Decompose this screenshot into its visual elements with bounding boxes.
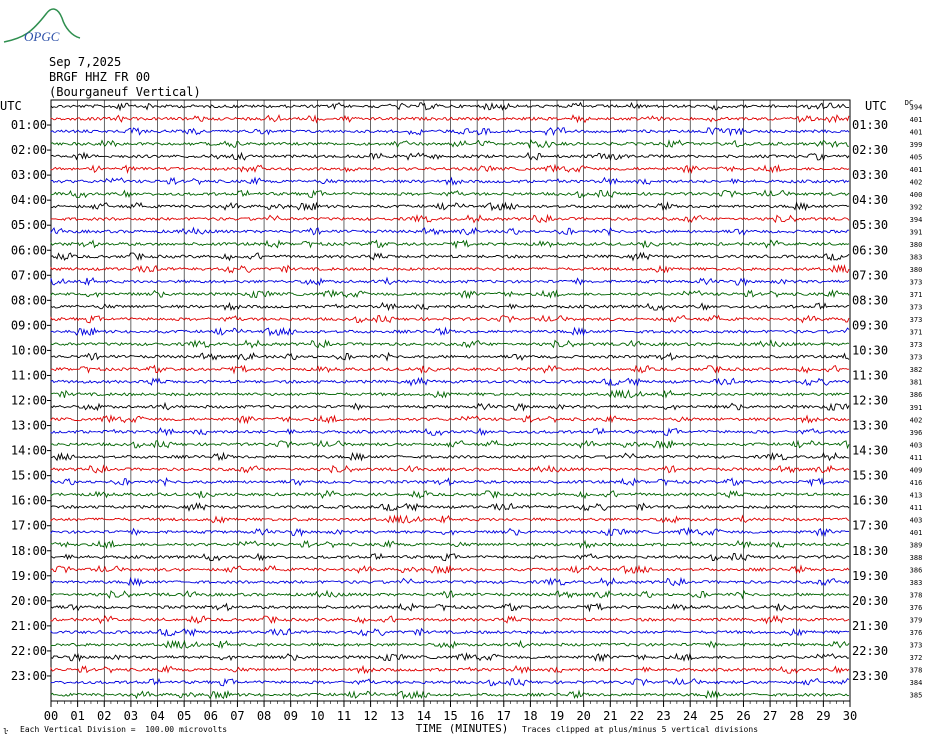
right-time-label: 10:30	[852, 343, 889, 358]
dc-offset-label: 401	[909, 115, 923, 124]
trace-row-28	[51, 453, 849, 460]
left-time-label: 04:00	[10, 193, 47, 208]
right-time-label: 22:30	[852, 643, 889, 658]
left-time-label: 13:00	[10, 418, 47, 433]
x-tick-label: 19	[549, 709, 565, 723]
trace-row-42	[51, 629, 849, 636]
trace-row-27	[51, 441, 849, 448]
trace-row-24	[51, 403, 849, 410]
dc-offset-label: 389	[909, 541, 923, 550]
dc-offset-label: 384	[909, 679, 923, 688]
x-tick-label: 12	[363, 709, 378, 723]
dc-offset-label: 371	[909, 328, 923, 337]
left-time-label: 01:00	[10, 118, 47, 133]
station-label: BRGF HHZ FR 00	[49, 70, 151, 84]
left-time-label: 20:00	[10, 593, 47, 608]
trace-row-25	[51, 416, 849, 423]
x-tick-label: 09	[283, 709, 298, 723]
right-time-label: 21:30	[852, 618, 889, 633]
dc-offset-label: 382	[909, 366, 923, 375]
dc-offset-label: 371	[909, 291, 923, 300]
dc-offset-label: 394	[909, 215, 923, 224]
dc-column-title: DC	[904, 99, 914, 107]
x-tick-label: 27	[762, 709, 778, 723]
dc-offset-label: 411	[909, 503, 923, 512]
trace-row-29	[51, 466, 849, 473]
dc-offset-label: 392	[909, 203, 923, 212]
trace-row-44	[51, 654, 849, 661]
left-time-label: 02:00	[10, 143, 47, 158]
left-time-label: 18:00	[10, 543, 47, 558]
right-time-label: 05:30	[852, 218, 889, 233]
x-tick-label: 21	[603, 709, 618, 723]
right-axis-title: UTC	[865, 99, 887, 113]
x-tick-label: 16	[469, 709, 485, 723]
dc-offset-label: 378	[909, 666, 923, 675]
dc-offset-label: 386	[909, 566, 923, 575]
right-time-label: 09:30	[852, 318, 889, 333]
left-time-label: 17:00	[10, 518, 47, 533]
dc-offset-label: 403	[909, 441, 923, 450]
dc-offset-label: 381	[909, 378, 923, 387]
dc-offset-label: 376	[909, 604, 923, 613]
left-time-label: 19:00	[10, 568, 47, 583]
dc-offset-label: 373	[909, 278, 923, 287]
left-time-label: 16:00	[10, 493, 47, 508]
clip-note: Traces clipped at plus/minus 5 vertical divisions	[522, 725, 759, 734]
trace-row-3	[51, 140, 849, 147]
left-axis-title: UTC	[0, 99, 22, 113]
dc-offset-label: 401	[909, 528, 923, 537]
dc-offset-label: 373	[909, 341, 923, 350]
dc-offset-label: 388	[909, 554, 923, 563]
trace-row-4	[51, 153, 849, 160]
x-tick-label: 07	[230, 709, 245, 723]
trace-row-8	[51, 203, 849, 210]
dc-offset-label: 409	[909, 466, 923, 475]
dc-offset-label: 396	[909, 428, 923, 437]
right-time-label: 13:30	[852, 418, 889, 433]
date-label: Sep 7,2025	[49, 55, 122, 69]
trace-row-5	[51, 165, 849, 172]
dc-offset-label: 405	[909, 153, 923, 162]
right-time-label: 19:30	[852, 568, 889, 583]
trace-row-1	[51, 115, 849, 122]
trace-row-41	[51, 616, 849, 623]
trace-row-36	[51, 554, 849, 561]
x-axis-title: TIME (MINUTES)	[415, 722, 509, 735]
right-time-label: 08:30	[852, 293, 889, 308]
dc-offset-label: 373	[909, 303, 923, 312]
x-tick-label: 14	[416, 709, 432, 723]
trace-row-37	[51, 566, 849, 573]
corner-mark: ŀ	[3, 727, 8, 736]
trace-row-18	[51, 328, 849, 335]
trace-row-34	[51, 529, 849, 536]
x-tick-label: 00	[43, 709, 59, 723]
x-tick-label: 10	[310, 709, 325, 723]
dc-offset-label: 402	[909, 178, 923, 187]
right-time-label: 18:30	[852, 543, 889, 558]
right-time-label: 12:30	[852, 393, 889, 408]
dc-offset-label: 372	[909, 654, 923, 663]
right-time-label: 14:30	[852, 443, 889, 458]
dc-offset-label: 383	[909, 253, 923, 262]
x-tick-label: 29	[816, 709, 831, 723]
left-time-label: 10:00	[10, 343, 47, 358]
left-time-label: 07:00	[10, 268, 47, 283]
dc-offset-label: 403	[909, 516, 923, 525]
right-time-label: 17:30	[852, 518, 889, 533]
trace-row-6	[51, 178, 849, 185]
trace-row-12	[51, 253, 849, 260]
dc-offset-label: 378	[909, 591, 923, 600]
trace-row-22	[51, 378, 849, 385]
trace-row-33	[51, 516, 849, 523]
dc-offset-label: 413	[909, 491, 923, 500]
trace-row-0	[51, 103, 849, 110]
dc-offset-label: 401	[909, 128, 923, 137]
trace-row-10	[51, 228, 849, 235]
trace-row-45	[51, 666, 849, 673]
left-time-label: 12:00	[10, 393, 47, 408]
dc-offset-label: 386	[909, 391, 923, 400]
right-time-label: 06:30	[852, 243, 889, 258]
trace-row-13	[51, 266, 849, 273]
left-time-label: 23:00	[10, 668, 47, 683]
dc-offset-label: 394	[909, 103, 923, 112]
dc-offset-label: 383	[909, 579, 923, 588]
trace-row-7	[51, 190, 849, 197]
trace-row-35	[51, 541, 849, 548]
left-time-label: 08:00	[10, 293, 47, 308]
dc-offset-label: 402	[909, 416, 923, 425]
dc-offset-label: 399	[909, 140, 923, 149]
left-time-label: 15:00	[10, 468, 47, 483]
dc-offset-label: 391	[909, 403, 923, 412]
dc-offset-label: 411	[909, 453, 923, 462]
trace-row-40	[51, 604, 849, 611]
x-tick-label: 18	[523, 709, 538, 723]
trace-row-46	[51, 679, 849, 686]
x-tick-label: 01	[70, 709, 85, 723]
trace-row-39	[51, 591, 849, 598]
dc-offset-label: 401	[909, 165, 923, 174]
left-time-label: 21:00	[10, 618, 47, 633]
right-time-label: 16:30	[852, 493, 889, 508]
right-time-label: 07:30	[852, 268, 889, 283]
left-time-label: 06:00	[10, 243, 47, 258]
scale-note: Each Vertical Division = 100.00 microvolts	[20, 725, 228, 734]
right-time-label: 11:30	[852, 368, 889, 383]
dc-offset-label: 385	[909, 691, 923, 700]
x-tick-label: 28	[789, 709, 804, 723]
dc-offset-label: 400	[909, 190, 923, 199]
trace-row-20	[51, 353, 849, 360]
left-time-label: 03:00	[10, 168, 47, 183]
x-tick-label: 17	[496, 709, 511, 723]
trace-row-38	[51, 579, 849, 586]
x-tick-label: 20	[576, 709, 591, 723]
x-tick-label: 23	[656, 709, 671, 723]
left-time-label: 05:00	[10, 218, 47, 233]
dc-offset-label: 380	[909, 240, 923, 249]
trace-row-11	[51, 240, 849, 247]
x-tick-label: 04	[150, 709, 165, 723]
right-time-label: 03:30	[852, 168, 889, 183]
dc-offset-label: 391	[909, 228, 923, 237]
trace-row-14	[51, 278, 849, 285]
dc-offset-label: 373	[909, 641, 923, 650]
right-time-label: 04:30	[852, 193, 889, 208]
left-time-label: 22:00	[10, 643, 47, 658]
x-tick-label: 03	[123, 709, 139, 723]
right-time-label: 01:30	[852, 118, 889, 133]
x-tick-label: 05	[176, 709, 192, 723]
dc-offset-label: 380	[909, 266, 923, 275]
dc-offset-label: 376	[909, 629, 923, 638]
dc-offset-label: 416	[909, 478, 923, 487]
trace-row-15	[51, 291, 849, 298]
dc-offset-label: 373	[909, 316, 923, 325]
x-tick-label: 22	[629, 709, 645, 723]
trace-row-32	[51, 504, 849, 511]
x-tick-label: 13	[390, 709, 405, 723]
x-tick-label: 11	[336, 709, 352, 723]
left-time-label: 09:00	[10, 318, 47, 333]
left-time-label: 14:00	[10, 443, 47, 458]
trace-row-30	[51, 478, 849, 485]
right-time-label: 23:30	[852, 668, 889, 683]
right-time-label: 02:30	[852, 143, 889, 158]
x-tick-label: 25	[709, 709, 725, 723]
x-tick-label: 02	[97, 709, 112, 723]
trace-row-21	[51, 366, 849, 373]
dc-offset-label: 379	[909, 616, 923, 625]
x-tick-label: 26	[736, 709, 751, 723]
x-tick-label: 30	[842, 709, 858, 723]
right-time-label: 20:30	[852, 593, 889, 608]
trace-row-31	[51, 491, 849, 498]
x-tick-label: 24	[682, 709, 698, 723]
dc-offset-label: 373	[909, 353, 923, 362]
x-tick-label: 06	[203, 709, 219, 723]
trace-row-16	[51, 303, 849, 310]
trace-row-26	[51, 428, 849, 435]
left-time-label: 11:00	[10, 368, 47, 383]
right-time-label: 15:30	[852, 468, 889, 483]
trace-row-19	[51, 341, 849, 348]
trace-row-47	[51, 691, 849, 698]
trace-row-9	[51, 215, 849, 222]
x-tick-label: 08	[256, 709, 272, 723]
x-tick-label: 15	[443, 709, 458, 723]
trace-row-2	[51, 128, 849, 135]
trace-row-43	[51, 641, 849, 648]
trace-row-23	[51, 391, 849, 398]
location-label: (Bourganeuf Vertical)	[49, 85, 201, 99]
logo-text: OPGC	[24, 29, 60, 44]
trace-row-17	[51, 316, 849, 323]
